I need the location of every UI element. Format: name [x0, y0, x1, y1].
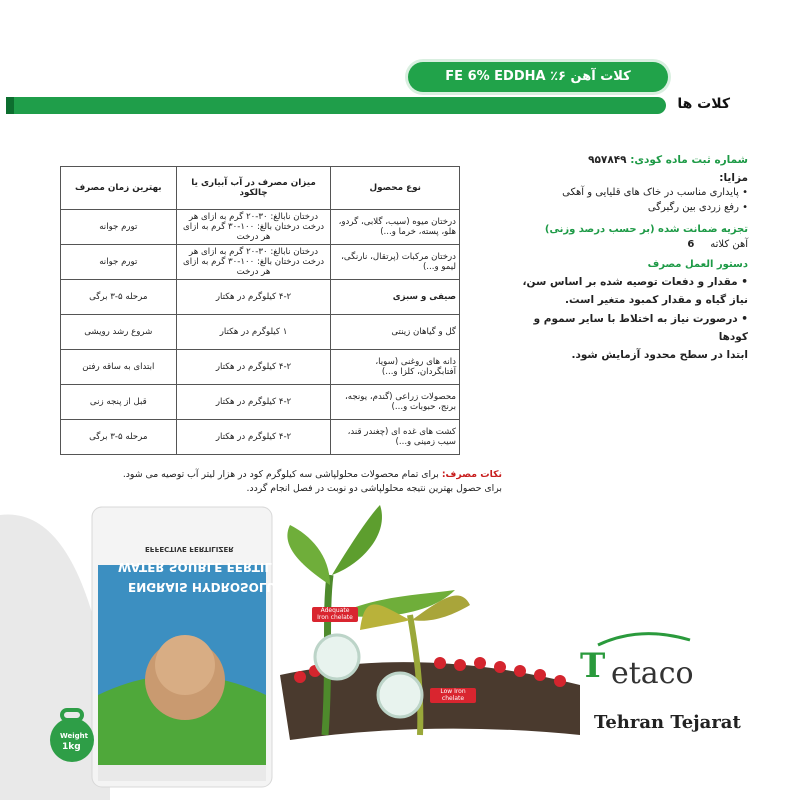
- section-title: کلات ها: [677, 96, 730, 112]
- cell-dose: درختان نابالغ: ۳۰-۲۰ گرم به ازای هر درخت درختان بالغ: ۱۰۰-۳۰ گرم به ازای هر درخت: [176, 210, 331, 245]
- header-time: بهترین زمان مصرف: [61, 167, 177, 210]
- table-row: [61, 315, 460, 350]
- section-header-bar-end: [6, 97, 14, 114]
- cell-crop: درختان مرکبات (پرتقال، نارنگی، لیمو و...): [331, 245, 460, 280]
- product-illustration: [0, 495, 800, 800]
- cell-time: شروع رشد رویشی: [61, 315, 177, 350]
- table-row: [61, 385, 460, 420]
- cell-crop: درختان میوه (سیب، گلابی، گردو، هلو، پسته، خرما و...): [331, 210, 460, 245]
- cell-dose: ۴-۲ کیلوگرم در هکتار: [176, 385, 331, 420]
- logo-initial: T: [580, 646, 606, 686]
- cell-dose: ۱ کیلوگرم در هکتار: [176, 315, 331, 350]
- cell-dose: ۴-۲ کیلوگرم در هکتار: [176, 420, 331, 455]
- usage-title: دستور العمل مصرف: [647, 259, 748, 271]
- cell-time: مرحله ۵-۳ برگی: [61, 420, 177, 455]
- cell-dose: ۴-۲ کیلوگرم در هکتار: [176, 350, 331, 385]
- notes-label: نکات مصرف:: [441, 469, 502, 480]
- notes-line-1: برای تمام محصولات محلولپاشی سه کیلوگرم کود در هزار لیتر آب توصیه می شود.: [122, 469, 439, 480]
- magnifier-icon: [378, 673, 422, 717]
- cell-time: تورم جوانه: [61, 245, 177, 280]
- benefit-item: • پایداری مناسب در خاک های قلیایی و آهکی: [562, 187, 748, 199]
- low-iron-tag: Low Iron chelate: [430, 688, 476, 703]
- product-info: [518, 150, 748, 365]
- header-dose: میزان مصرف در آب آبیاری یا چالکود: [176, 167, 331, 210]
- leaf-icon: [332, 505, 382, 575]
- table-row: [61, 280, 460, 315]
- table-row: [61, 420, 460, 455]
- cell-crop: محصولات زراعی (گندم، یونجه، برنج، حبوبات و...): [331, 385, 460, 420]
- bag-text-small: EFFECTIVE FERTILIZER: [145, 545, 234, 553]
- bag-text-line1: WATER SOUBLE FERTILIZER: [118, 560, 303, 574]
- benefit-item: • رفع زردی بین رگبرگی: [647, 201, 748, 213]
- magnifier-icon: [315, 635, 359, 679]
- weight-badge-icon: [50, 718, 94, 762]
- analysis-value: 6: [687, 238, 695, 250]
- table-header-row: [61, 167, 460, 210]
- analysis-title: تجزیه ضمانت شده (بر حسب درصد وزنی): [544, 224, 748, 236]
- usage-line: • درصورت نیاز به اختلاط با سایر سموم و کودها: [533, 312, 748, 344]
- analysis-item: آهن کلاته: [710, 238, 748, 250]
- header-crop: نوع محصول: [331, 167, 460, 210]
- benefits-title: مزایا:: [719, 172, 748, 185]
- cell-dose: ۴-۲ کیلوگرم در هکتار: [176, 280, 331, 315]
- usage-instructions: [518, 273, 748, 365]
- bag-text-line2: ENGRAIS HYDROSOLUBLE: [128, 580, 301, 594]
- cell-crop: صیفی و سبزی: [331, 280, 460, 315]
- cell-time: تورم جوانه: [61, 210, 177, 245]
- weight-label: Weight: [60, 732, 88, 740]
- table-row: [61, 210, 460, 245]
- adequate-iron-tag: Adequate Iron chelate: [312, 607, 358, 622]
- cell-dose: درختان نابالغ: ۳۰-۲۰ گرم به ازای هر درخت درختان بالغ: ۱۰۰-۳۰ گرم به ازای هر درخت: [176, 245, 331, 280]
- cell-time: قبل از پنجه زنی: [61, 385, 177, 420]
- usage-table: [60, 166, 460, 455]
- table-row: [61, 350, 460, 385]
- logo-wordmark: etaco: [611, 656, 694, 691]
- usage-line: ابتدا در سطح محدود آزمایش شود.: [571, 349, 748, 362]
- registration-line: [518, 153, 748, 168]
- registration-number: ۹۵۷۸۴۹: [588, 154, 627, 166]
- usage-line: نیاز گیاه و مقدار کمبود متغیر است.: [565, 294, 748, 307]
- leaf-icon: [287, 525, 330, 585]
- section-header-bar: [6, 97, 666, 114]
- logo-swoosh-icon: [598, 634, 690, 645]
- usage-line: • مقدار و دفعات توصیه شده بر اساس سن،: [522, 275, 748, 288]
- cell-crop: گل و گیاهان زینتی: [331, 315, 460, 350]
- cell-time: ابتدای به ساقه رفتن: [61, 350, 177, 385]
- weight-value: 1kg: [62, 742, 81, 752]
- usage-notes: [60, 468, 502, 497]
- table-row: [61, 245, 460, 280]
- notes-line-2: برای حصول بهترین نتیجه محلولپاشی دو نوبت در فصل انجام گردد.: [246, 483, 502, 495]
- analysis-row: [518, 238, 748, 253]
- product-title-pill: کلات آهن ۶٪ FE 6% EDDHA: [408, 62, 668, 92]
- cell-crop: دانه های روغنی (سویا، آفتابگردان، کلزا و...): [331, 350, 460, 385]
- logo-subtitle: Tehran Tejarat: [594, 712, 741, 733]
- registration-label: شماره ثبت ماده کودی:: [630, 154, 748, 166]
- cell-crop: کشت های غده ای (چغندر قند، سیب زمینی و...): [331, 420, 460, 455]
- cell-time: مرحله ۵-۳ برگی: [61, 280, 177, 315]
